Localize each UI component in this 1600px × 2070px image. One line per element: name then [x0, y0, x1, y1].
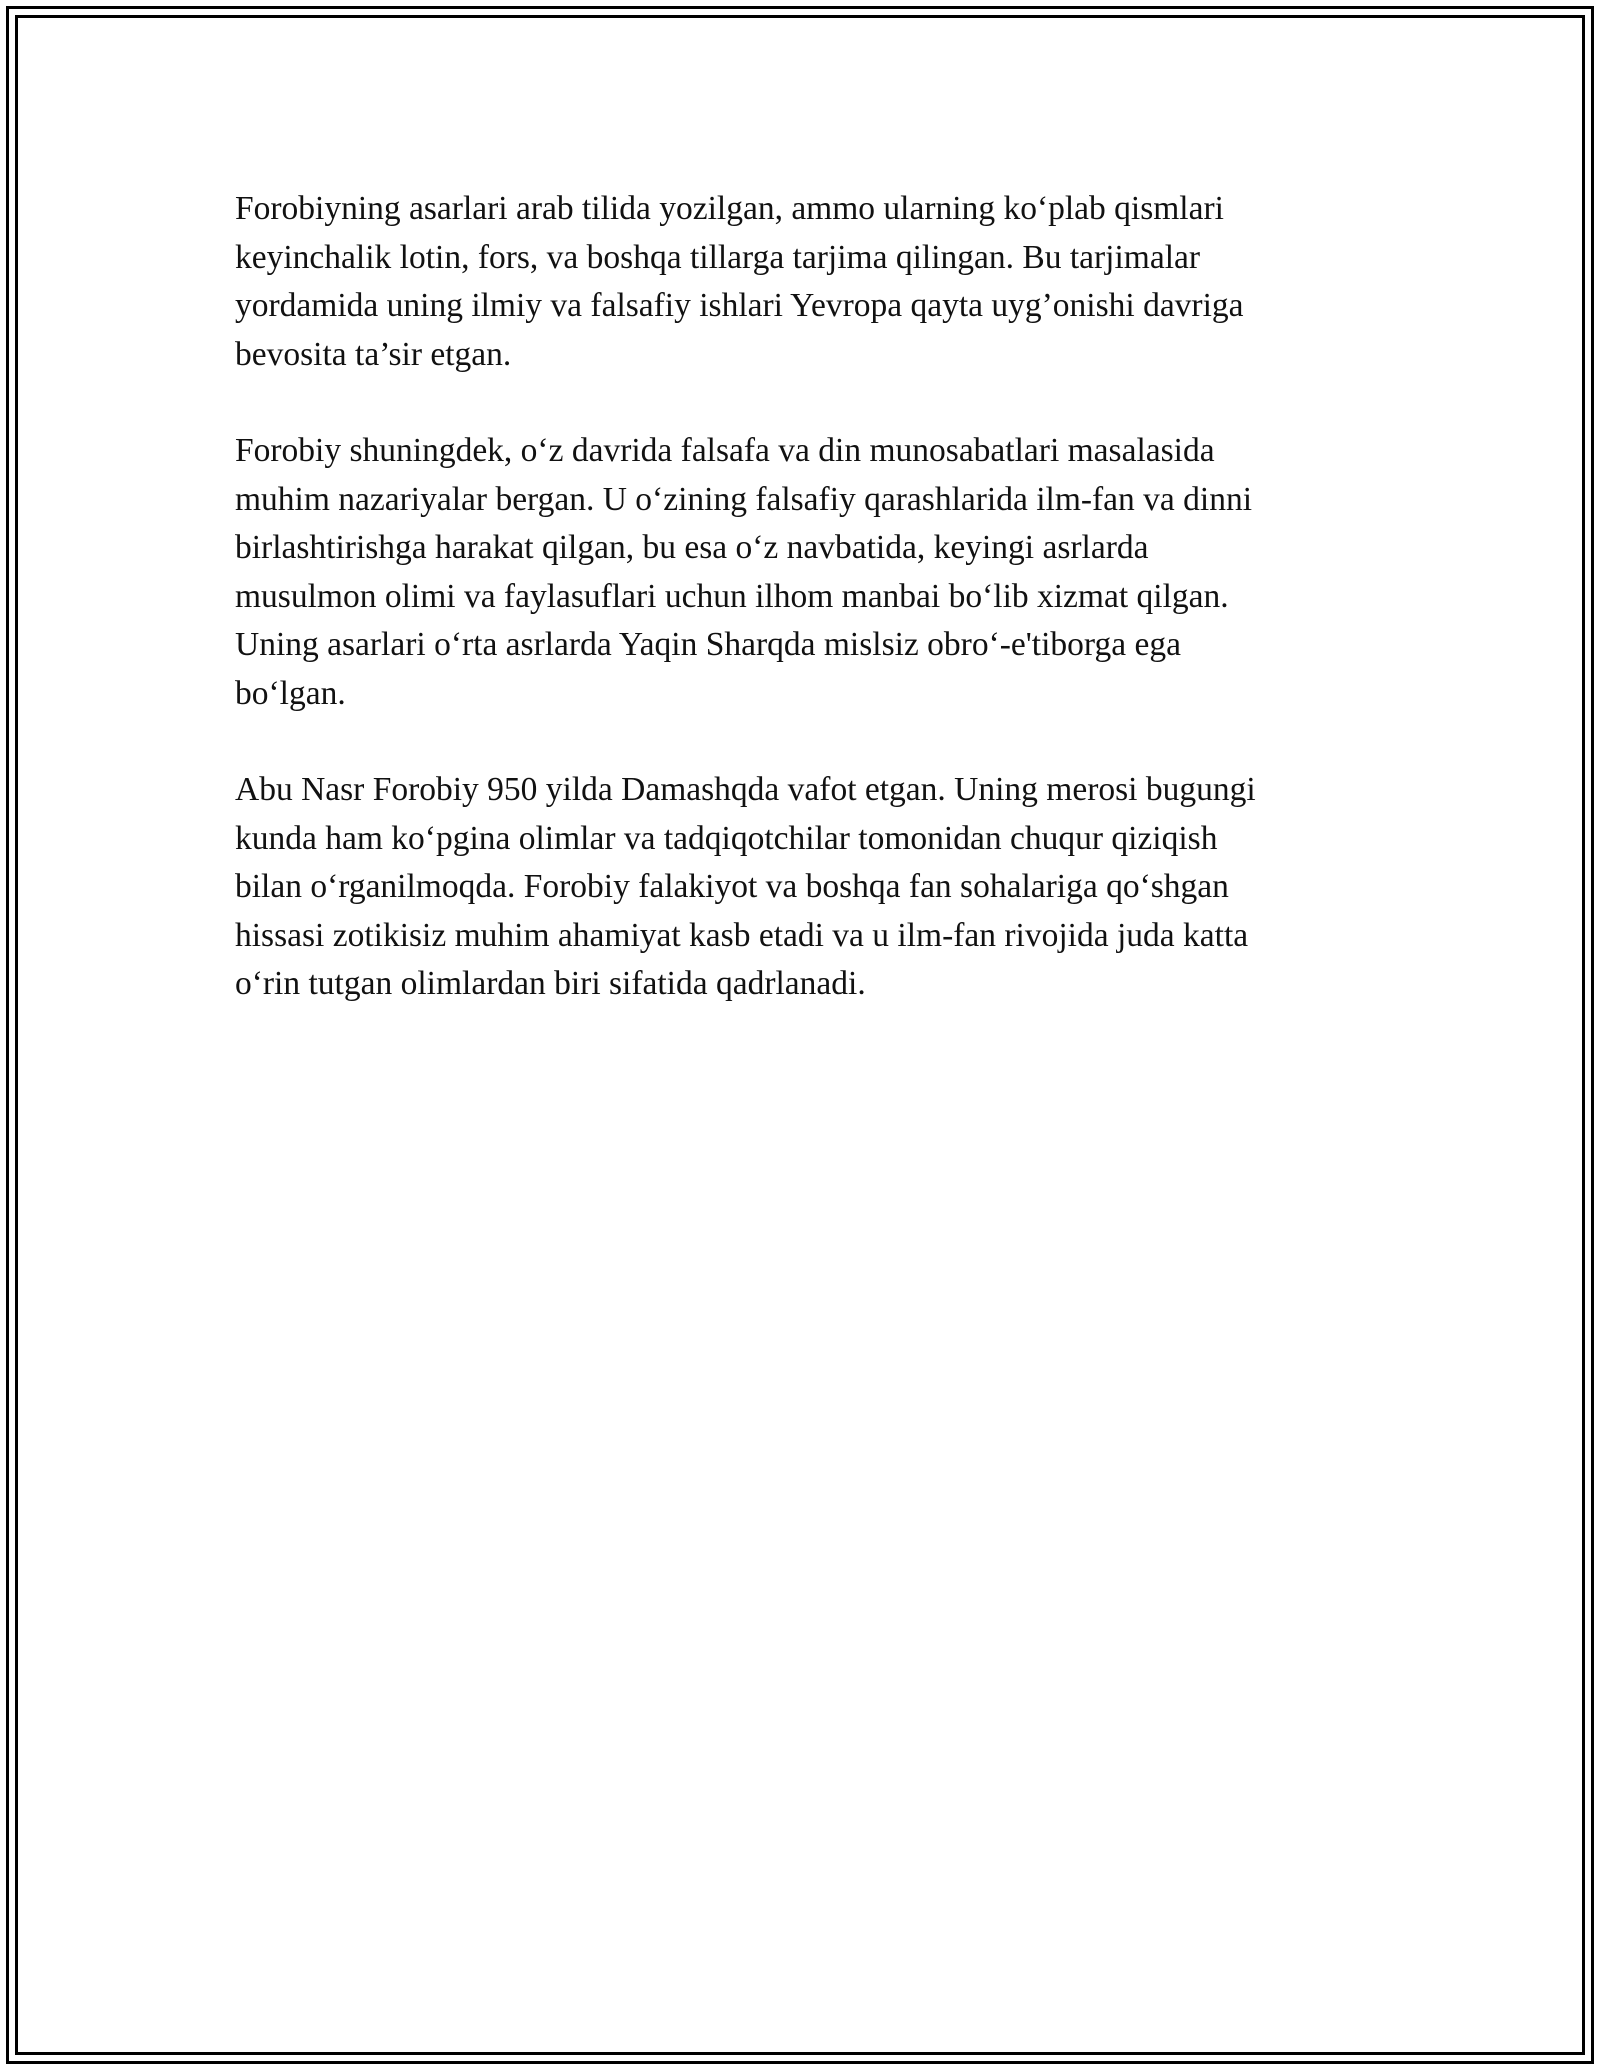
paragraph-3: Abu Nasr Forobiy 950 yilda Damashqda vafot etgan. Uning merosi bugungi kunda ham ko‘pgina olimlar va tadqiqotchilar tomonidan chuqur qiziqish bilan o‘rganilmoqda. Forobiy falakiyot va boshqa fan sohalariga qo‘shgan hissasi zotikisiz muhim ahamiyat kasb etadi va u ilm-fan rivojida juda katta o‘rin tutgan olimlardan biri sifatida qadrlanadi.	[235, 771, 1256, 1002]
paragraph-1: Forobiyning asarlari arab tilida yozilgan, ammo ularning ko‘plab qismlari keyinchalik lotin, fors, va boshqa tillarga tarjima qilingan. Bu tarjimalar yordamida uning ilmiy va falsafiy ishlari Yevropa qayta uyg’onishi davriga bevosita ta’sir etgan.	[235, 190, 1244, 373]
document-body	[235, 185, 1375, 1057]
paragraph-2: Forobiy shuningdek, o‘z davrida falsafa va din munosabatlari masalasida muhim nazariyalar bergan. U o‘zining falsafiy qarashlarida ilm-fan va dinni birlashtirishga harakat qilgan, bu esa o‘z navbatida, keyingi asrlarda musulmon olimi va faylasuflari uchun ilhom manbai bo‘lib xizmat qilgan. Uning asarlari o‘rta asrlarda Yaqin Sharqda mislsiz obro‘-e'tiborga ega bo‘lgan.	[235, 432, 1253, 712]
